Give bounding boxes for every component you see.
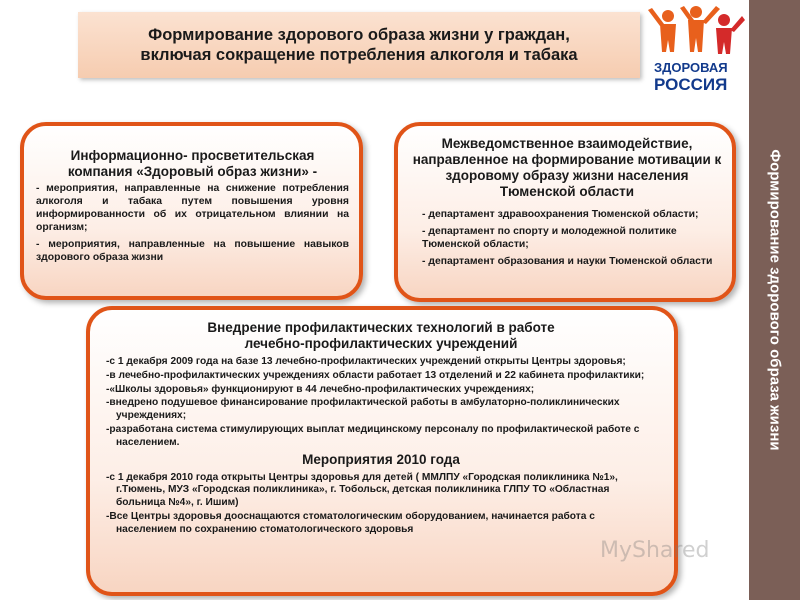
watermark: MyShared [600, 538, 710, 563]
slide-title-line2: включая сокращение потребления алкоголя и табака [140, 46, 578, 64]
prevention-tech-list [106, 356, 656, 450]
prevention-tech-box [86, 306, 678, 596]
events-2010-list [106, 472, 656, 537]
prevention-tech-heading-line1: Внедрение профилактических технологий в работе [207, 320, 555, 335]
logo-line1: ЗДОРОВАЯ [654, 60, 728, 75]
list-item: - мероприятия, направленные на снижение потребления алкоголя и табака путем повышения уровня информированности об их отрицательном влиянии на организм; [36, 183, 349, 233]
interagency-list [422, 208, 722, 268]
list-item: -«Школы здоровья» функционируют в 44 лечебно-профилактических учреждениях; [106, 383, 535, 395]
side-title-bar [749, 0, 800, 600]
slide-title-banner [78, 12, 640, 78]
list-item: -в лечебно-профилактических учреждениях области работает 13 отделений и 22 кабинета профилактики; [106, 369, 645, 381]
list-item: -с 1 декабря 2010 года открыты Центры здоровья для детей ( ММЛПУ «Городская поликлиника №1», г.Тюмень, МУЗ «Городская поликлиника», г. Тобольск, детская поликлиника ГЛПУ ТО «Областная больница №4», г. Ишим) [106, 471, 618, 509]
list-item: -Все Центры здоровья дооснащаются стоматологическим оборудованием, начинается работа с населением по сохранению стоматологического здоровья [106, 510, 595, 535]
list-item: -внедрено подушевое финансирование профилактической работы в амбулаторно-поликлинических учреждениях; [106, 397, 620, 422]
info-campaign-heading [36, 148, 349, 180]
slide-title [140, 25, 577, 65]
events-2010-heading: Мероприятия 2010 года [302, 451, 460, 467]
list-item: - департамент здравоохранения Тюменской области; [422, 209, 699, 220]
list-item: - департамент по спорту и молодежной политике Тюменской области; [422, 226, 677, 250]
info-campaign-heading-line1: Информационно- просветительская [70, 148, 315, 163]
list-item: -с 1 декабря 2009 года на базе 13 лечебно-профилактических учреждений открыты Центры здоровья; [106, 356, 626, 367]
interagency-box [394, 122, 736, 302]
list-item: - мероприятия, направленные на повышение навыков здорового образа жизни [36, 239, 349, 263]
logo-line2: РОССИЯ [654, 75, 728, 94]
info-campaign-box [20, 122, 363, 300]
info-campaign-list [36, 182, 349, 264]
list-item: - департамент образования и науки Тюменской области [422, 256, 713, 267]
interagency-heading: Межведомственное взаимодействие, направленное на формирование мотивации к здоровому образу жизни населения Тюменской области [412, 136, 722, 199]
zdorovaya-rossiya-logo [640, 2, 748, 102]
prevention-tech-heading-line2: лечебно-профилактических учреждений [244, 336, 518, 351]
list-item: -разработана система стимулирующих выплат медицинскому персоналу по профилактической работе с населением. [106, 423, 640, 448]
people-jumping-icon [640, 2, 748, 102]
slide-title-line1: Формирование здорового образа жизни у граждан, [148, 26, 570, 44]
side-vertical-title: Формирование здорового образа жизни [766, 149, 783, 451]
prevention-tech-heading [106, 320, 656, 352]
info-campaign-heading-line2: компания «Здоровый образ жизни» - [67, 164, 318, 179]
